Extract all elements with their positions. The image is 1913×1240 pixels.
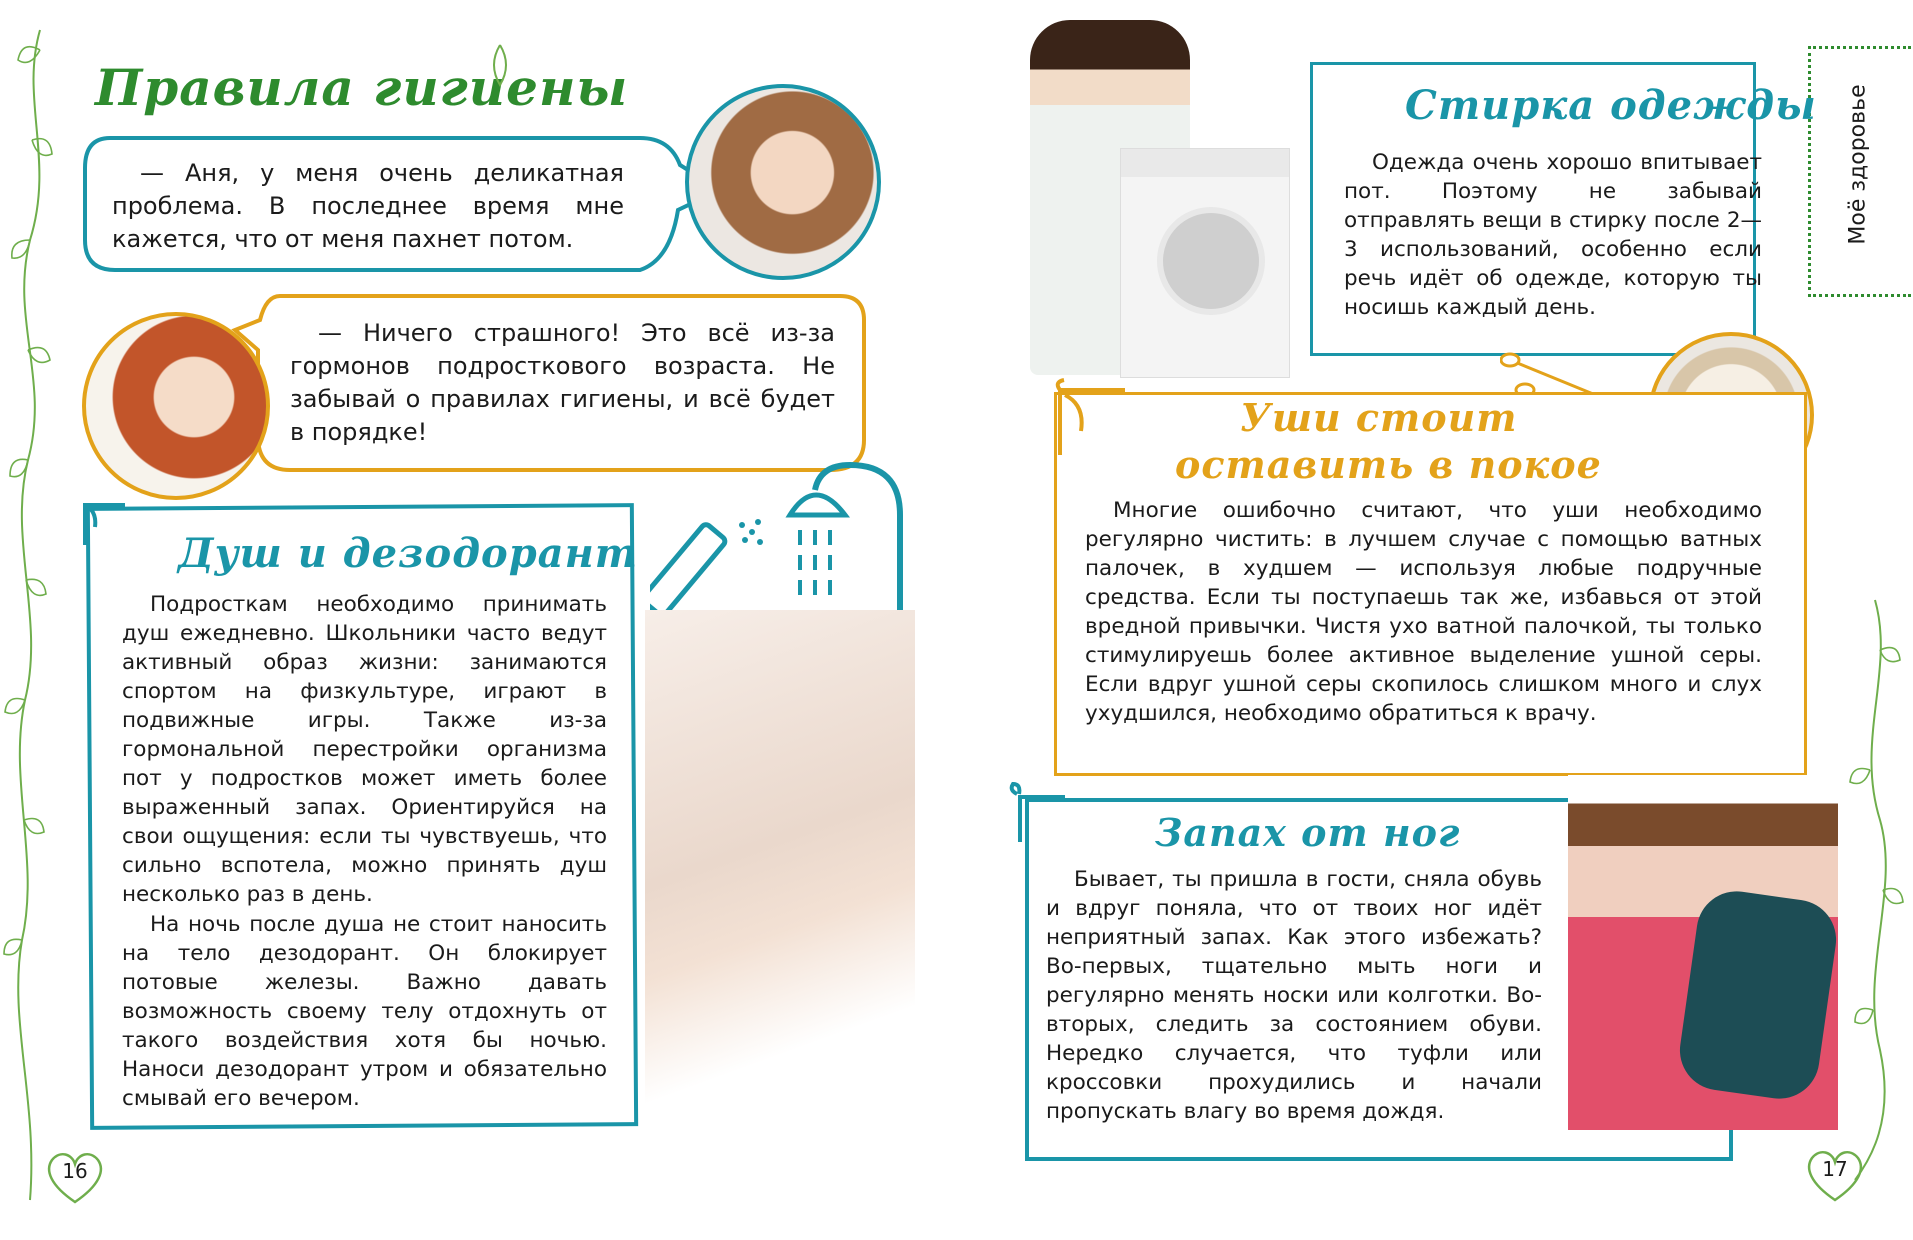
box-corner-ornament-ears — [1050, 375, 1140, 465]
deodorant-woman-photo — [645, 610, 915, 1130]
laundry-text: Одежда очень хорошо впитывает пот. Поэтому не забывай отправлять вещи в стирку после 2—3 использований, особенно если речь идёт об одежде, которую ты носишь каждый день. — [1344, 150, 1762, 320]
ears-text: Многие ошибочно считают, что уши необходимо регулярно чистить: в лучшем случае с помощью ватных палочек, в худшем — используя любые подручные средства. Если ты поступаешь так же, избавься от этой вредной привычки. Чистя ухо ватной палочкой, ты только стимулируешь более активное выделение ушной серы. Если вдруг ушной серы скопилось слишком много и слух ухудшился, необходимо обратиться к врачу. — [1085, 498, 1762, 726]
page-number-left: 16 — [62, 1159, 88, 1183]
box-corner-ornament-feet — [1005, 782, 1075, 852]
girl-with-shoes-photo — [1568, 775, 1838, 1130]
page-title: Правила гигиены — [95, 58, 629, 117]
vine-ornament-right — [1825, 590, 1905, 1190]
shower-paragraph-1: Подросткам необходимо принимать душ ежедневно. Школьники часто ведут активный образ жизни: занимаются спортом на физкультуре, играют в подвижные игры. Также из-за гормональной перестройки организма пот у подростков может иметь более выраженный запах. Ориентируйся на свои ощущения: если ты чувствуешь, что сильно вспотела, можно принять душ несколько раз в день. — [122, 592, 607, 907]
shower-heading: Душ и дезодорант — [178, 530, 639, 577]
feet-text: Бывает, ты пришла в гости, сняла обувь и вдруг поняла, что от твоих ног идёт неприятный запах. Как этого избежать? Во-первых, тщательно мыть ноги и регулярно менять носки или колготки. Во-вторых, следить за состоянием обуви. Нередко случается, что туфли или кроссовки прохудились и начали пропускать влагу во время дождя. — [1046, 867, 1542, 1124]
box-corner-ornament-topleft — [75, 495, 135, 555]
washing-machine-photo — [1120, 148, 1290, 378]
title-ornament — [480, 40, 520, 100]
vine-ornament-left — [0, 20, 70, 1210]
speech-bubble-2-text: — Ничего страшного! Это всё из-за гормонов подросткового возраста. Не забывай о правилах гигиены, и всё будет в порядке! — [290, 319, 835, 446]
page-number-right: 17 — [1822, 1157, 1848, 1181]
girl-portrait-1 — [685, 84, 881, 280]
speech-bubble-1-text: — Аня, у меня очень деликатная проблема. В последнее время мне кажется, что от меня пахнет потом. — [112, 159, 624, 253]
ears-heading-line-2: оставить в покое — [1175, 442, 1602, 487]
girl-portrait-2 — [82, 312, 270, 500]
feet-heading: Запах от ног — [1155, 810, 1461, 855]
section-tab-label: Моё здоровье — [1845, 84, 1871, 245]
shower-paragraph-2: На ночь после душа не стоит наносить на тело дезодорант. Он блокирует потовые железы. Важно давать возможность своему телу отдохнуть от такого воздействия хотя бы ночью. Наноси дезодорант утром и обязательно смывай его вечером. — [122, 912, 607, 1111]
deodorant-spray-icon — [650, 500, 780, 620]
ears-heading-line-1: Уши стоит — [1240, 395, 1518, 440]
laundry-heading: Стирка одежды — [1405, 82, 1817, 129]
shower-icon — [770, 445, 920, 615]
